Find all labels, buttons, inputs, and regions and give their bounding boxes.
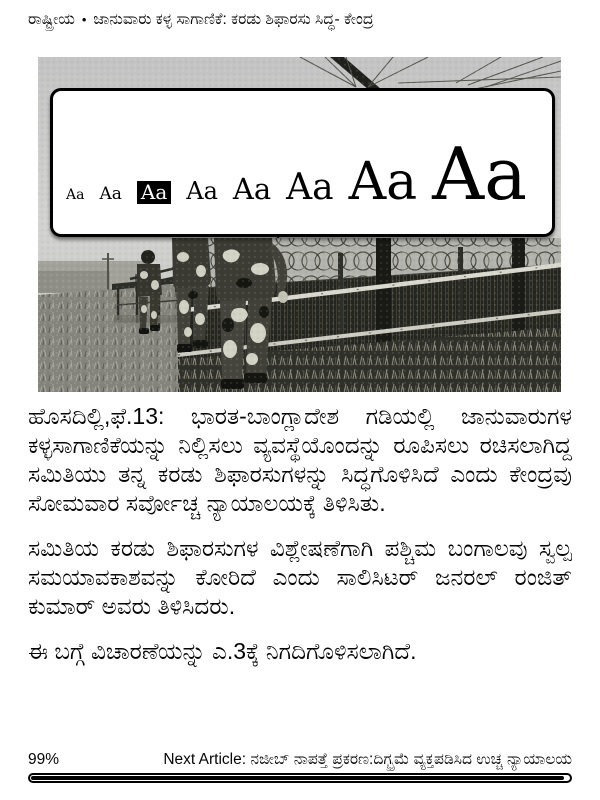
font-size-option-1[interactable]: Aa bbox=[66, 187, 85, 203]
font-size-option-4[interactable]: Aa bbox=[186, 177, 218, 205]
article-header bbox=[28, 11, 580, 29]
article-paragraph-2: ಸಮಿತಿಯ ಕರಡು ಶಿಫಾರಸುಗಳ ವಿಶ್ಲೇಷಣೆಗಾಗಿ ಪಶ್ಚಿಮ ಬಂಗಾಲವು ಸ್ವಲ್ಪ ಸಮಯಾವಕಾಶವನ್ನು ಕೋರಿದೆ ಎಂದು ಸಾಲಿಸಿಟರ್ ಜನರಲ್ ರಂಜಿತ್ ಕುಮಾರ್ ಅವರು ತಿಳಿಸಿದರು. bbox=[28, 535, 572, 619]
font-size-option-8[interactable]: Aa bbox=[432, 132, 528, 216]
font-size-option-5[interactable]: Aa bbox=[232, 172, 272, 206]
progress-bar bbox=[28, 773, 572, 783]
font-size-option-3[interactable]: Aa bbox=[137, 181, 171, 204]
font-size-option-6[interactable]: Aa bbox=[286, 167, 334, 208]
font-size-option-7[interactable]: Aa bbox=[348, 152, 418, 212]
header-article-title: ಜಾನುವಾರು ಕಳ್ಳ ಸಾಗಾಣಿಕೆ: ಕರಡು ಶಿಫಾರಸು ಸಿದ್ಧ- ಕೇಂದ್ರ bbox=[93, 11, 374, 28]
header-bullet: • bbox=[81, 12, 87, 27]
font-size-option-2[interactable]: Aa bbox=[99, 184, 122, 204]
reader-footer bbox=[28, 751, 572, 783]
font-size-panel bbox=[50, 88, 555, 237]
font-size-row bbox=[66, 132, 544, 216]
article-paragraph-1: ಹೊಸದಿಲ್ಲಿ,ಫೆ.13: ಭಾರತ-ಬಾಂಗ್ಲಾದೇಶ ಗಡಿಯಲ್ಲಿ ಜಾನುವಾರುಗಳ ಕಳ್ಳಸಾಗಾಣಿಕೆಯನ್ನು ನಿಲ್ಲಿಸಲು ವ್ಯವಸ್ಥೆಯೊಂದನ್ನು ರೂಪಿಸಲು ರಚಿಸಲಾಗಿದ್ದ ಸಮಿತಿಯು ತನ್ನ ಕರಡು ಶಿಫಾರಸುಗಳನ್ನು ಸಿದ್ಧಗೊಳಿಸಿದೆ ಎಂದು ಕೇಂದ್ರವು ಸೋಮವಾರ ಸರ್ವೋಚ್ಚ ನ್ಯಾಯಾಲಯಕ್ಕೆ ತಿಳಿಸಿತು. bbox=[28, 403, 572, 516]
category-label: ರಾಷ್ಟ್ರೀಯ bbox=[28, 11, 75, 28]
article-photo bbox=[38, 57, 561, 392]
reading-progress-label: 99% bbox=[28, 751, 60, 768]
article-paragraph-3: ಈ ಬಗ್ಗೆ ವಿಚಾರಣೆಯನ್ನು ಎ.3ಕ್ಕೆ ನಿಗದಿಗೊಳಿಸಲಾಗಿದೆ. bbox=[28, 638, 417, 664]
next-article-title: ನಜೀಬ್ ನಾಪತ್ತೆ ಪ್ರಕರಣ:ದಿಗ್ಭ್ರಮೆ ವ್ಯಕ್ತಪಡಿಸಿದ ಉಚ್ಚ ನ್ಯಾಯಾಲಯ bbox=[250, 751, 572, 768]
next-article-link[interactable] bbox=[163, 751, 572, 769]
next-article-label: Next Article: bbox=[163, 751, 247, 768]
article-body bbox=[28, 402, 572, 682]
progress-bar-fill bbox=[31, 776, 564, 780]
